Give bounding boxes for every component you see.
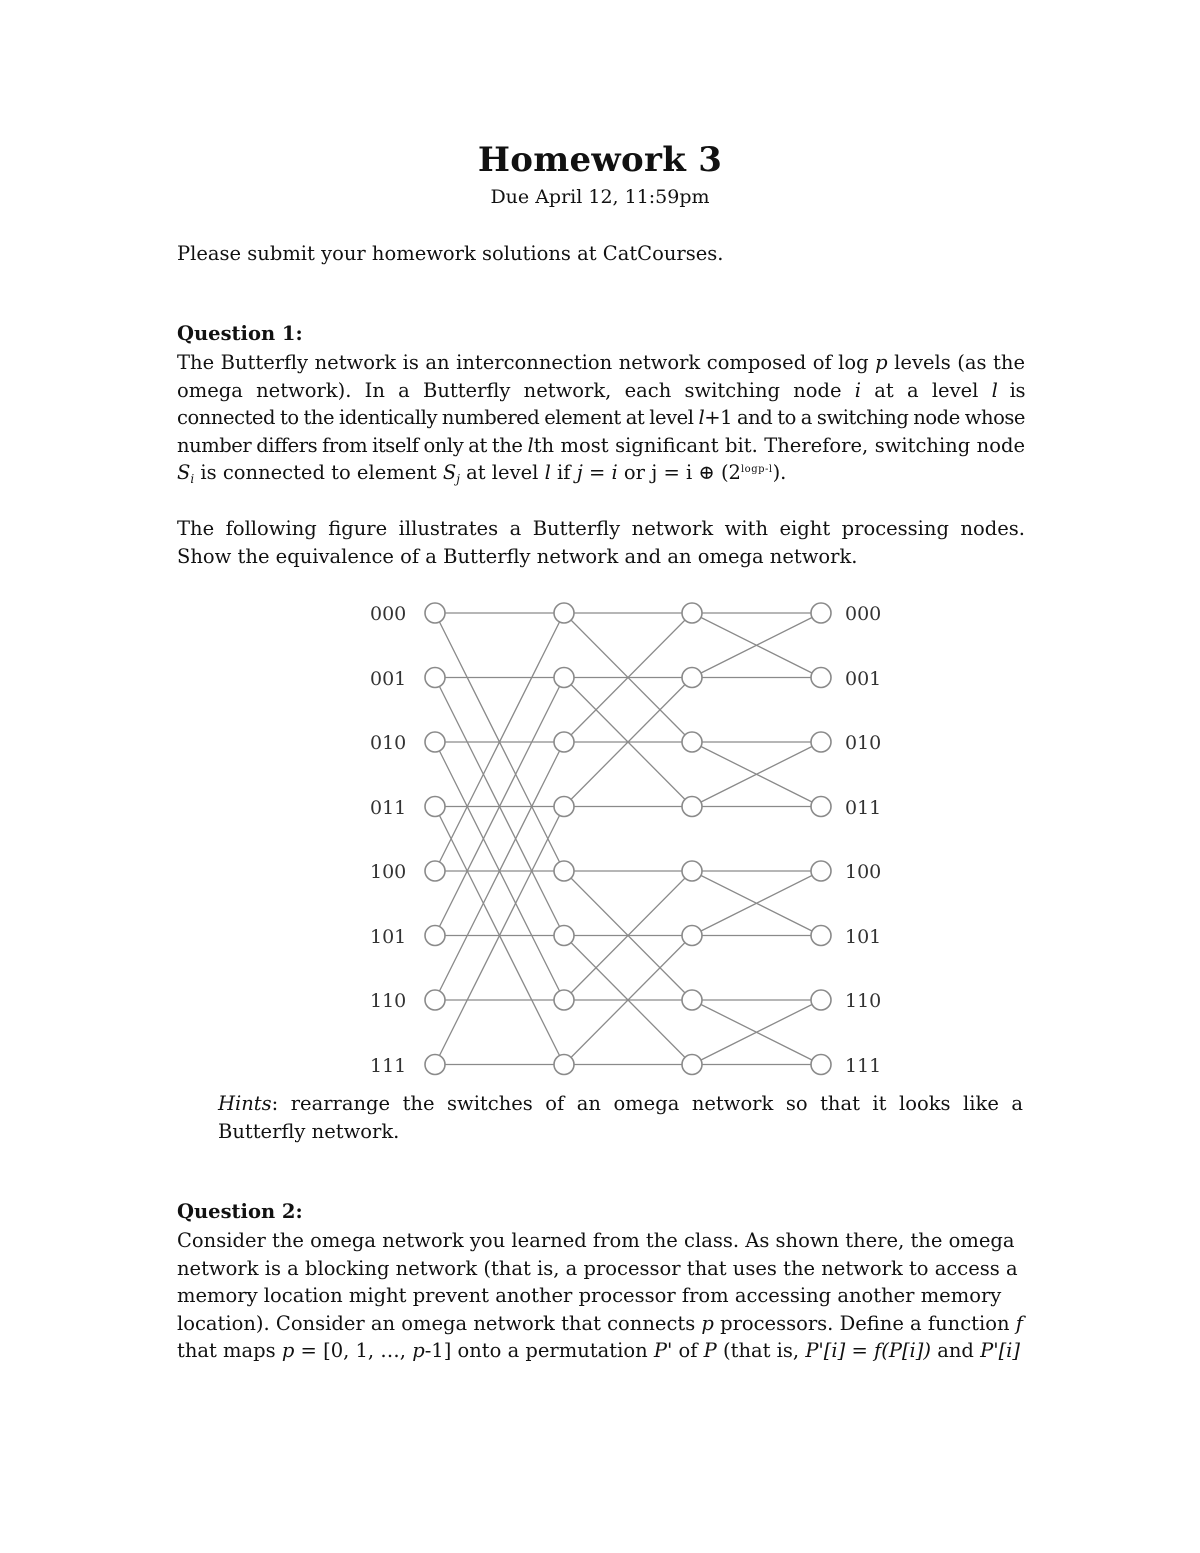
switch-node-l2-n4 bbox=[682, 861, 702, 881]
switch-node-l0-n5 bbox=[425, 926, 445, 946]
switch-node-l1-n4 bbox=[554, 861, 574, 881]
switch-node-l3-n2 bbox=[811, 732, 831, 752]
switch-node-l3-n1 bbox=[811, 668, 831, 688]
question-2-paragraph: Consider the omega network you learned from the class. As shown there, the omega network is a blocking network (that is, a processor that uses the network to access a memory location might prevent another processor from accessing another memory location). Consider an omega network that connects p processors. Define a function f that maps p = [0, 1, …, p-1] onto a permutation P' of P (that is, P'[i] = f(P[i]) and P'[i] bbox=[177, 1229, 1023, 1362]
question-1-paragraph-1: The Butterfly network is an interconnection network composed of log p levels (as the omega network). In a Butterfly network, each switching node i at a level l is connected to the identically numbered element at level l+1 and to a switching node whose number differs from itself only at the lth most significant bit. Therefore, switching node $S_i$ is connected to element $S_j$ at level l if j = i or j = i ⊕ $(2^{logp-l})$. bbox=[177, 351, 1026, 486]
question-2-heading: Question 2: bbox=[177, 1200, 303, 1223]
switch-node-l0-n3 bbox=[425, 797, 445, 817]
hints-note: Hints: rearrange the switches of an omega network so that it looks like a Butterfly network. bbox=[218, 1092, 1023, 1143]
switch-node-l1-n2 bbox=[554, 732, 574, 752]
right-label-110: 110 bbox=[845, 990, 882, 1012]
left-label-100: 100 bbox=[370, 861, 407, 883]
switch-node-l1-n1 bbox=[554, 668, 574, 688]
switch-node-l2-n2 bbox=[682, 732, 702, 752]
right-label-101: 101 bbox=[845, 926, 882, 948]
switch-node-l3-n3 bbox=[811, 797, 831, 817]
switch-node-l2-n3 bbox=[682, 797, 702, 817]
switch-node-l3-n5 bbox=[811, 926, 831, 946]
network-edges bbox=[435, 613, 821, 1065]
switch-node-l3-n7 bbox=[811, 1055, 831, 1075]
left-label-110: 110 bbox=[370, 990, 407, 1012]
due-date: Due April 12, 11:59pm bbox=[490, 186, 710, 208]
switch-node-l0-n1 bbox=[425, 668, 445, 688]
left-label-111: 111 bbox=[370, 1055, 407, 1077]
switch-node-l3-n6 bbox=[811, 990, 831, 1010]
question-1-paragraph-2: The following figure illustrates a Butterfly network with eight processing nodes. Show the equivalence of a Butterfly network and an omega network. bbox=[177, 517, 1025, 568]
switch-node-l2-n1 bbox=[682, 668, 702, 688]
switch-node-l1-n3 bbox=[554, 797, 574, 817]
network-nodes bbox=[425, 603, 831, 1075]
left-label-011: 011 bbox=[370, 797, 407, 819]
switch-node-l2-n5 bbox=[682, 926, 702, 946]
switch-node-l1-n0 bbox=[554, 603, 574, 623]
right-label-111: 111 bbox=[845, 1055, 882, 1077]
page-title: Homework 3 bbox=[477, 140, 723, 180]
switch-node-l1-n6 bbox=[554, 990, 574, 1010]
left-label-001: 001 bbox=[370, 668, 407, 690]
left-label-101: 101 bbox=[370, 926, 407, 948]
switch-node-l0-n0 bbox=[425, 603, 445, 623]
switch-node-l0-n6 bbox=[425, 990, 445, 1010]
submit-note: Please submit your homework solutions at CatCourses. bbox=[177, 242, 724, 265]
switch-node-l1-n7 bbox=[554, 1055, 574, 1075]
switch-node-l2-n7 bbox=[682, 1055, 702, 1075]
switch-node-l0-n2 bbox=[425, 732, 445, 752]
right-label-000: 000 bbox=[845, 603, 882, 625]
row-labels-left bbox=[370, 603, 406, 1077]
right-label-010: 010 bbox=[845, 732, 882, 754]
switch-node-l3-n0 bbox=[811, 603, 831, 623]
right-label-011: 011 bbox=[845, 797, 882, 819]
switch-node-l1-n5 bbox=[554, 926, 574, 946]
switch-node-l3-n4 bbox=[811, 861, 831, 881]
right-label-100: 100 bbox=[845, 861, 882, 883]
left-label-000: 000 bbox=[370, 603, 407, 625]
switch-node-l0-n7 bbox=[425, 1055, 445, 1075]
switch-node-l2-n0 bbox=[682, 603, 702, 623]
right-label-001: 001 bbox=[845, 668, 882, 690]
switch-node-l2-n6 bbox=[682, 990, 702, 1010]
left-label-010: 010 bbox=[370, 732, 407, 754]
question-1-heading: Question 1: bbox=[177, 322, 303, 345]
row-labels-right bbox=[845, 603, 881, 1077]
switch-node-l0-n4 bbox=[425, 861, 445, 881]
